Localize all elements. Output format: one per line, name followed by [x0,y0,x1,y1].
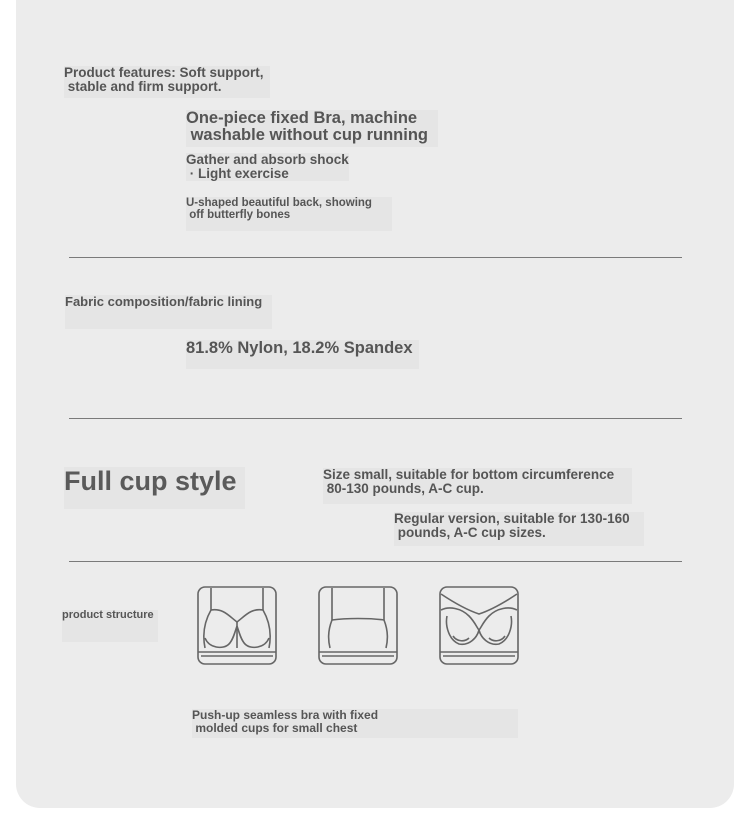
divider [69,257,682,258]
feature-support: Product features: Soft support, stable and firm support. [64,66,270,98]
bra-front-icon [197,586,277,666]
size-regular-info: Regular version, suitable for 130-160 pounds, A-C cup sizes. [394,512,644,546]
bra-padded-icon [439,586,519,666]
size-small-info: Size small, suitable for bottom circumference 80-130 pounds, A-C cup. [323,468,632,504]
fabric-value: 81.8% Nylon, 18.2% Spandex [186,340,419,369]
feature-one-piece: One-piece fixed Bra, machine washable without cup running [186,110,438,147]
feature-shock: Gather and absorb shock · Light exercise [186,152,349,182]
structure-caption: Push-up seamless bra with fixed molded cups for small chest [192,709,518,738]
divider [69,418,682,419]
feature-back: U-shaped beautiful back, showing off butterfly bones [186,197,392,231]
divider [69,561,682,562]
cup-style-title: Full cup style [64,467,245,509]
bra-back-icon [318,586,398,666]
fabric-heading: Fabric composition/fabric lining [65,295,272,329]
structure-label: product structure [62,610,158,642]
